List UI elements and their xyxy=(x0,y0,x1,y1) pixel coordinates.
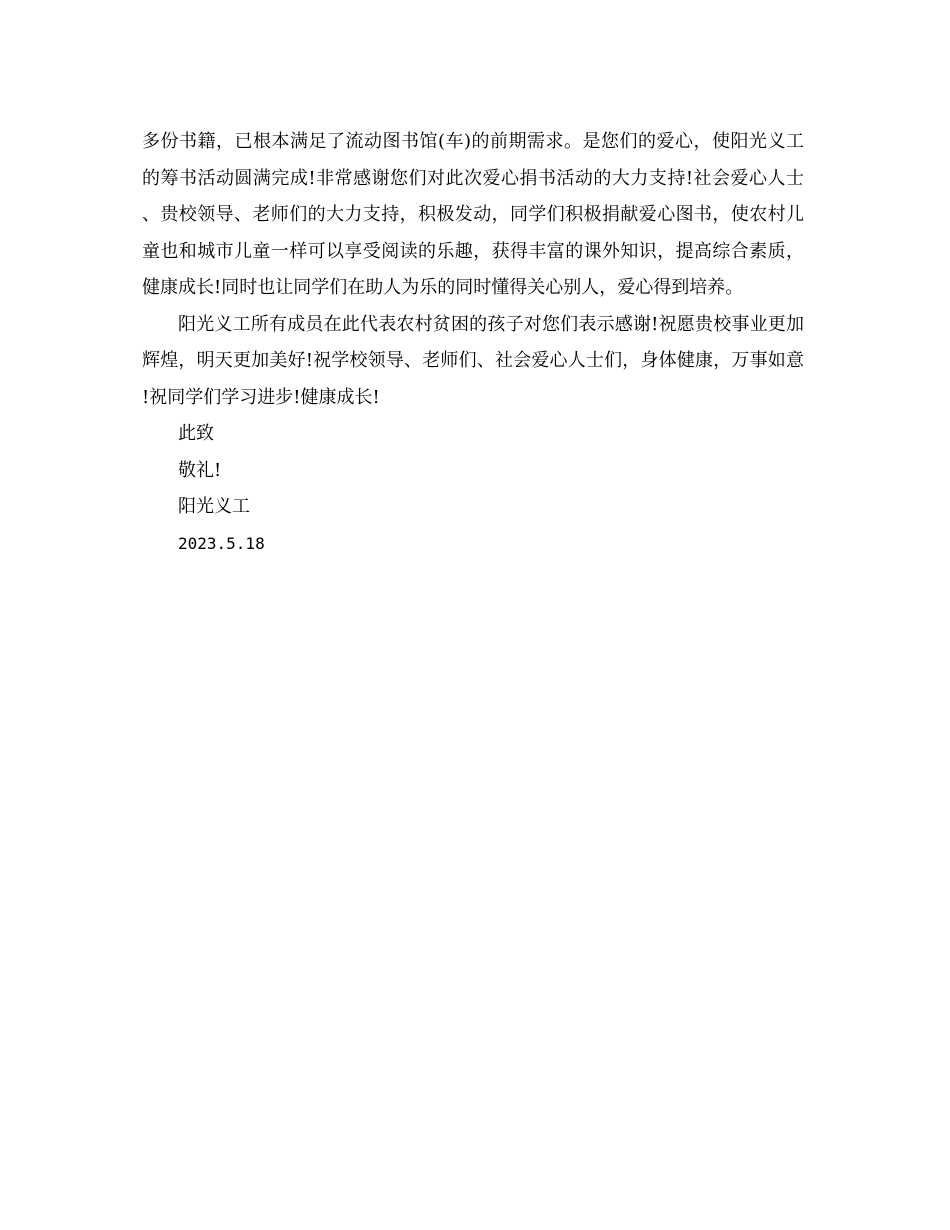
body-paragraph-1: 多份书籍，已根本满足了流动图书馆(车)的前期需求。是您们的爱心，使阳光义工的筹书活动圆满完成!非常感谢您们对此次爱心捐书活动的大力支持!社会爱心人士、贵校领导、老师们的大力支持，积极发动，同学们积极捐献爱心图书，使农村儿童也和城市儿童一样可以享受阅读的乐趣，获得丰富的课外知识，提高综合素质，健康成长!同时也让同学们在助人为乐的同时懂得关心别人，爱心得到培养。 xyxy=(142,131,804,298)
body-paragraph-2: 阳光义工所有成员在此代表农村贫困的孩子对您们表示感谢!祝愿贵校事业更加辉煌，明天更加美好!祝学校领导、老师们、社会爱心人士们，身体健康，万事如意!祝同学们学习进步!健康成长! xyxy=(142,313,804,408)
closing-regards: 敬礼! xyxy=(178,459,222,481)
closing-salutation: 此致 xyxy=(178,423,214,444)
signature: 阳光义工 xyxy=(178,496,250,517)
letter-body xyxy=(142,124,804,562)
letter-date: 2023.5.18 xyxy=(178,533,265,553)
